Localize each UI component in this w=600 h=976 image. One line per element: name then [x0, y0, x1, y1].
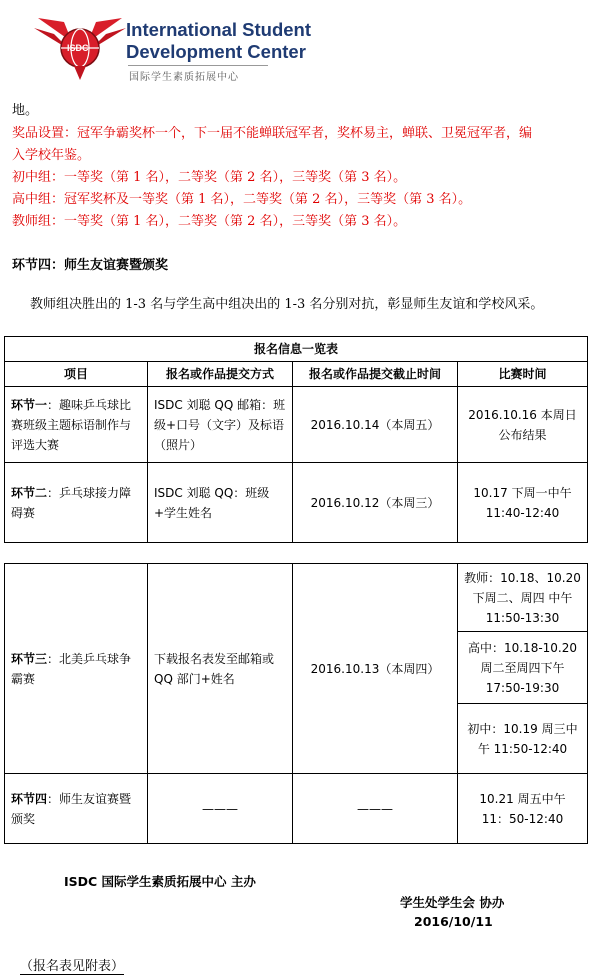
table-row — [5, 463, 588, 543]
prize-teacher: 教师组：一等奖（第 1 名），二等奖（第 2 名），三等奖（第 3 名）。 — [12, 214, 407, 229]
registration-table-continued — [4, 563, 588, 844]
row4-item: 环节四：师生友谊赛暨颁奖 — [5, 774, 148, 844]
annex-note: （报名表见附表） — [20, 955, 124, 975]
section4-body: 教师组决胜出的 1-3 名与学生高中组决出的 1-3 名分别对抗，彰显师生友谊和学校风采。 — [30, 297, 544, 312]
prize-line1: 奖品设置：冠军争霸奖杯一个，下一届不能蝉联冠军者，奖杯易主，蝉联、卫冕冠军者，编 — [12, 126, 533, 141]
logo-title-line2: Development Center — [126, 41, 306, 62]
intro-line: 地。 — [12, 103, 39, 118]
prize-settings — [12, 123, 588, 233]
prize-junior: 初中组：一等奖（第 1 名），二等奖（第 2 名），三等奖（第 3 名）。 — [12, 170, 407, 185]
table-title: 报名信息一览表 — [5, 337, 588, 362]
logo-title-line1: International Student — [126, 19, 311, 40]
date-line: 2016/10/11 — [414, 914, 493, 929]
row4-deadline: ——— — [293, 774, 458, 844]
row3-time-teacher: 教师：10.18、10.20 下周二、周四 中午 11:50-13:30 — [458, 564, 588, 632]
logo-subtitle: 国际学生素质拓展中心 — [129, 72, 239, 83]
row3-time-junior: 初中：10.19 周三中午 11:50-12:40 — [458, 704, 588, 774]
row1-method: ISDC 刘聪 QQ 邮箱：班级+口号（文字）及标语（照片） — [148, 387, 293, 463]
prize-senior: 高中组：冠军奖杯及一等奖（第 1 名），二等奖（第 2 名），三等奖（第 3 名）。 — [12, 192, 472, 207]
row1-time: 2016.10.16 本周日公布结果 — [458, 387, 588, 463]
co-organizer-line: 学生处学生会 协办 — [400, 895, 505, 910]
row2-time: 10.17 下周一中午 11:40-12:40 — [458, 463, 588, 543]
table-row — [5, 564, 588, 632]
row2-deadline: 2016.10.12（本周三） — [293, 463, 458, 543]
header-item: 项目 — [5, 362, 148, 387]
logo-mark-text: ISDC — [67, 43, 89, 53]
row3-deadline: 2016.10.13（本周四） — [293, 564, 458, 774]
row3-time-senior: 高中：10.18-10.20 周二至周四下午 17:50-19:30 — [458, 632, 588, 704]
row4-method: ——— — [148, 774, 293, 844]
isdc-logo — [34, 8, 311, 83]
header-time: 比赛时间 — [458, 362, 588, 387]
prize-line2: 入学校年鉴。 — [12, 148, 91, 163]
row2-item: 环节二：乒乓球接力障碍赛 — [5, 463, 148, 543]
header-method: 报名或作品提交方式 — [148, 362, 293, 387]
table-row — [5, 774, 588, 844]
logo-divider — [128, 65, 268, 66]
row4-time: 10.21 周五中午 11：50-12:40 — [458, 774, 588, 844]
row3-method: 下载报名表发至邮箱或 QQ 部门+姓名 — [148, 564, 293, 774]
row1-item: 环节一：趣味乒乓球比赛班级主题标语制作与评选大赛 — [5, 387, 148, 463]
header-deadline: 报名或作品提交截止时间 — [293, 362, 458, 387]
section4-heading: 环节四：师生友谊赛暨颁奖 — [12, 258, 169, 273]
table-row — [5, 387, 588, 463]
registration-table — [4, 336, 588, 543]
row3-item: 环节三：北美乒乓球争霸赛 — [5, 564, 148, 774]
host-line: ISDC 国际学生素质拓展中心 主办 — [64, 874, 256, 889]
row1-deadline: 2016.10.14（本周五） — [293, 387, 458, 463]
row2-method: ISDC 刘聪 QQ：班级+学生姓名 — [148, 463, 293, 543]
